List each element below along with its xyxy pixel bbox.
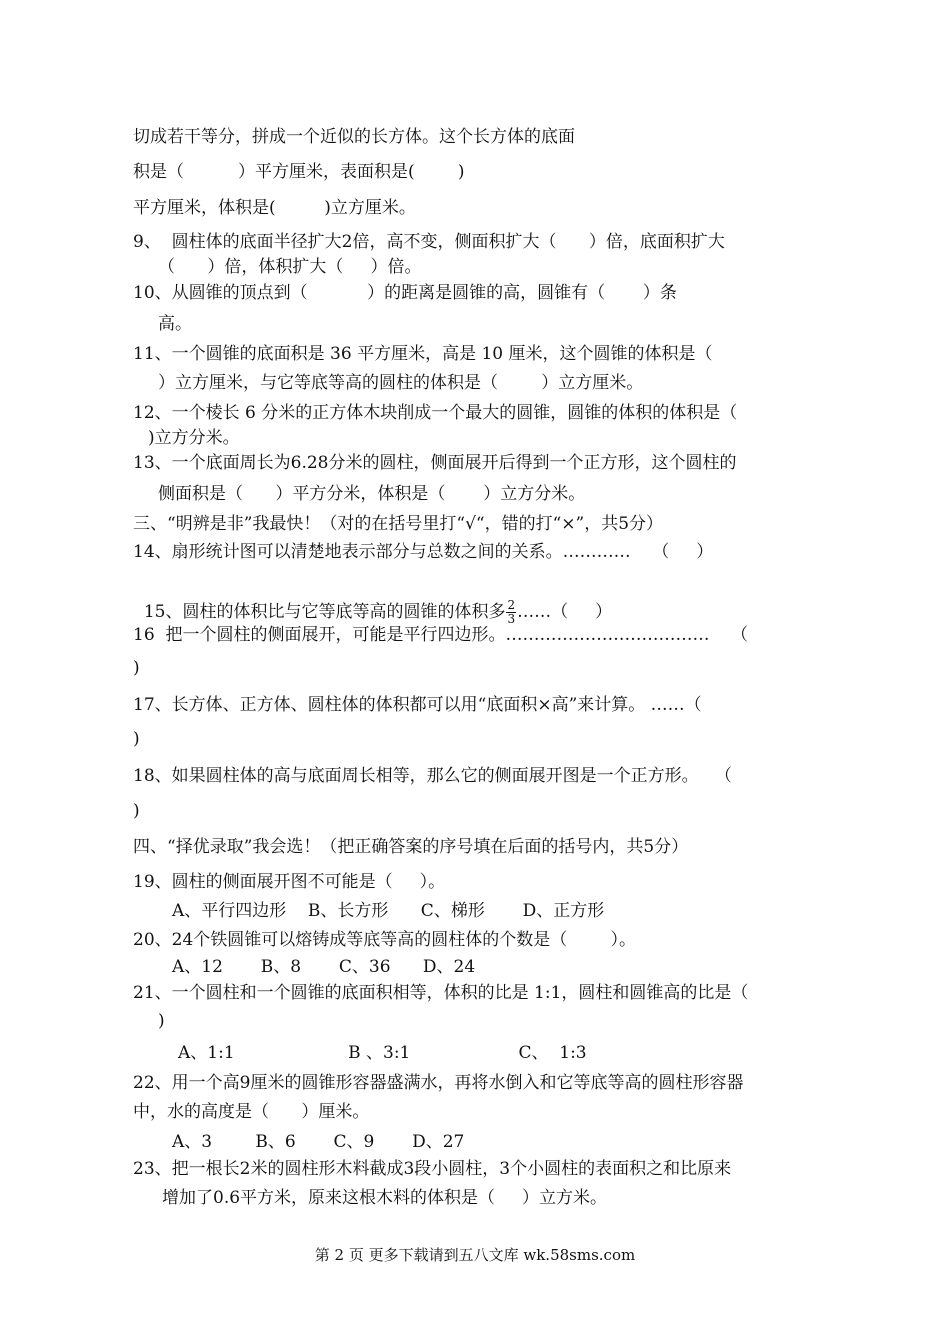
- text-line: 四、“择优录取”我会选！（把正确答案的序号填在后面的括号内，共5分）: [133, 837, 689, 857]
- text-line: 侧面积是（ ）平方分米，体积是（ ）立方分米。: [158, 484, 586, 504]
- fraction-denominator: 3: [507, 612, 516, 626]
- text-line: 23、把一根长2米的圆柱形木料截成3段小圆柱，3个小圆柱的表面积之和比原来: [133, 1159, 732, 1179]
- text-line: 17、长方体、正方体、圆柱体的体积都可以用“底面积×高”来计算。 ……（: [133, 695, 702, 715]
- text-line: 三、“明辨是非”我最快！（对的在括号里打“√“，错的打“×”，共5分）: [133, 514, 664, 534]
- text-line: 中，水的高度是（ ）厘米。: [133, 1102, 370, 1122]
- fraction-two-thirds: [506, 599, 516, 626]
- fraction-numerator: 2: [507, 598, 516, 612]
- text-line: )立方分米。: [148, 428, 240, 448]
- text-line: ）立方厘米，与它等底等高的圆柱的体积是（ ）立方厘米。: [158, 373, 644, 393]
- text-line: 9、 圆柱体的底面半径扩大2倍，高不变，侧面积扩大（ ）倍，底面积扩大: [133, 232, 725, 252]
- text-line: 21、一个圆柱和一个圆锥的底面积相等，体积的比是 1:1，圆柱和圆锥高的比是（: [133, 983, 749, 1003]
- text-line: 19、圆柱的侧面展开图不可能是（ ）。: [133, 872, 446, 892]
- text-line: ): [133, 729, 140, 749]
- page-footer: 第 2 页 更多下载请到五八文库 wk.58sms.com: [314, 1246, 636, 1264]
- text-line: 积是（ ）平方厘米，表面积是( ): [133, 162, 465, 182]
- question-15-text: 15、圆柱的体积比与它等底等高的圆锥的体积多: [143, 602, 506, 622]
- text-line: ): [133, 658, 140, 678]
- text-line: 13、一个底面周长为6.28分米的圆柱，侧面展开后得到一个正方形，这个圆柱的: [133, 453, 737, 473]
- text-line: 16 把一个圆柱的侧面展开，可能是平行四边形。……………………………… （: [133, 625, 749, 645]
- text-line: A、12 B、8 C、36 D、24: [172, 957, 476, 977]
- text-line: （ ）倍，体积扩大（ ）倍。: [158, 257, 422, 277]
- text-line: A、1:1 B 、3:1 C、 1:3: [178, 1043, 587, 1063]
- text-line: 14、扇形统计图可以清楚地表示部分与总数之间的关系。………… （ ）: [133, 542, 714, 562]
- text-line: 平方厘米，体积是( )立方厘米。: [133, 198, 416, 218]
- text-line: 22、用一个高9厘米的圆锥形容器盛满水，再将水倒入和它等底等高的圆柱形容器: [133, 1073, 744, 1093]
- text-line: 12、一个棱长 6 分米的正方体木块削成一个最大的圆锥，圆锥的体积的体积是（: [133, 403, 738, 423]
- question-15-bracket: ……（ ）: [517, 602, 613, 622]
- text-line: 11、一个圆锥的底面积是 36 平方厘米，高是 10 厘米，这个圆锥的体积是（: [133, 344, 713, 364]
- text-line: 18、如果圆柱体的高与底面周长相等，那么它的侧面展开图是一个正方形。 （: [133, 766, 732, 786]
- text-line: ): [158, 1011, 165, 1031]
- text-line: 10、从圆锥的顶点到（ ）的距离是圆锥的高，圆锥有（ ）条: [133, 283, 677, 303]
- text-line: 增加了0.6平方米，原来这根木料的体积是（ ）立方米。: [162, 1188, 608, 1208]
- text-line: A、3 B、6 C、9 D、27: [172, 1132, 465, 1152]
- text-line: 切成若干等分，拼成一个近似的长方体。这个长方体的底面: [133, 127, 575, 147]
- text-line: A、平行四边形 B、长方形 C、梯形 D、正方形: [172, 901, 605, 921]
- text-line: 20、24个铁圆锥可以熔铸成等底等高的圆柱体的个数是（ ）。: [133, 930, 636, 950]
- text-line: 高。: [158, 314, 192, 334]
- text-line: ): [133, 801, 140, 821]
- question-15: [133, 577, 612, 626]
